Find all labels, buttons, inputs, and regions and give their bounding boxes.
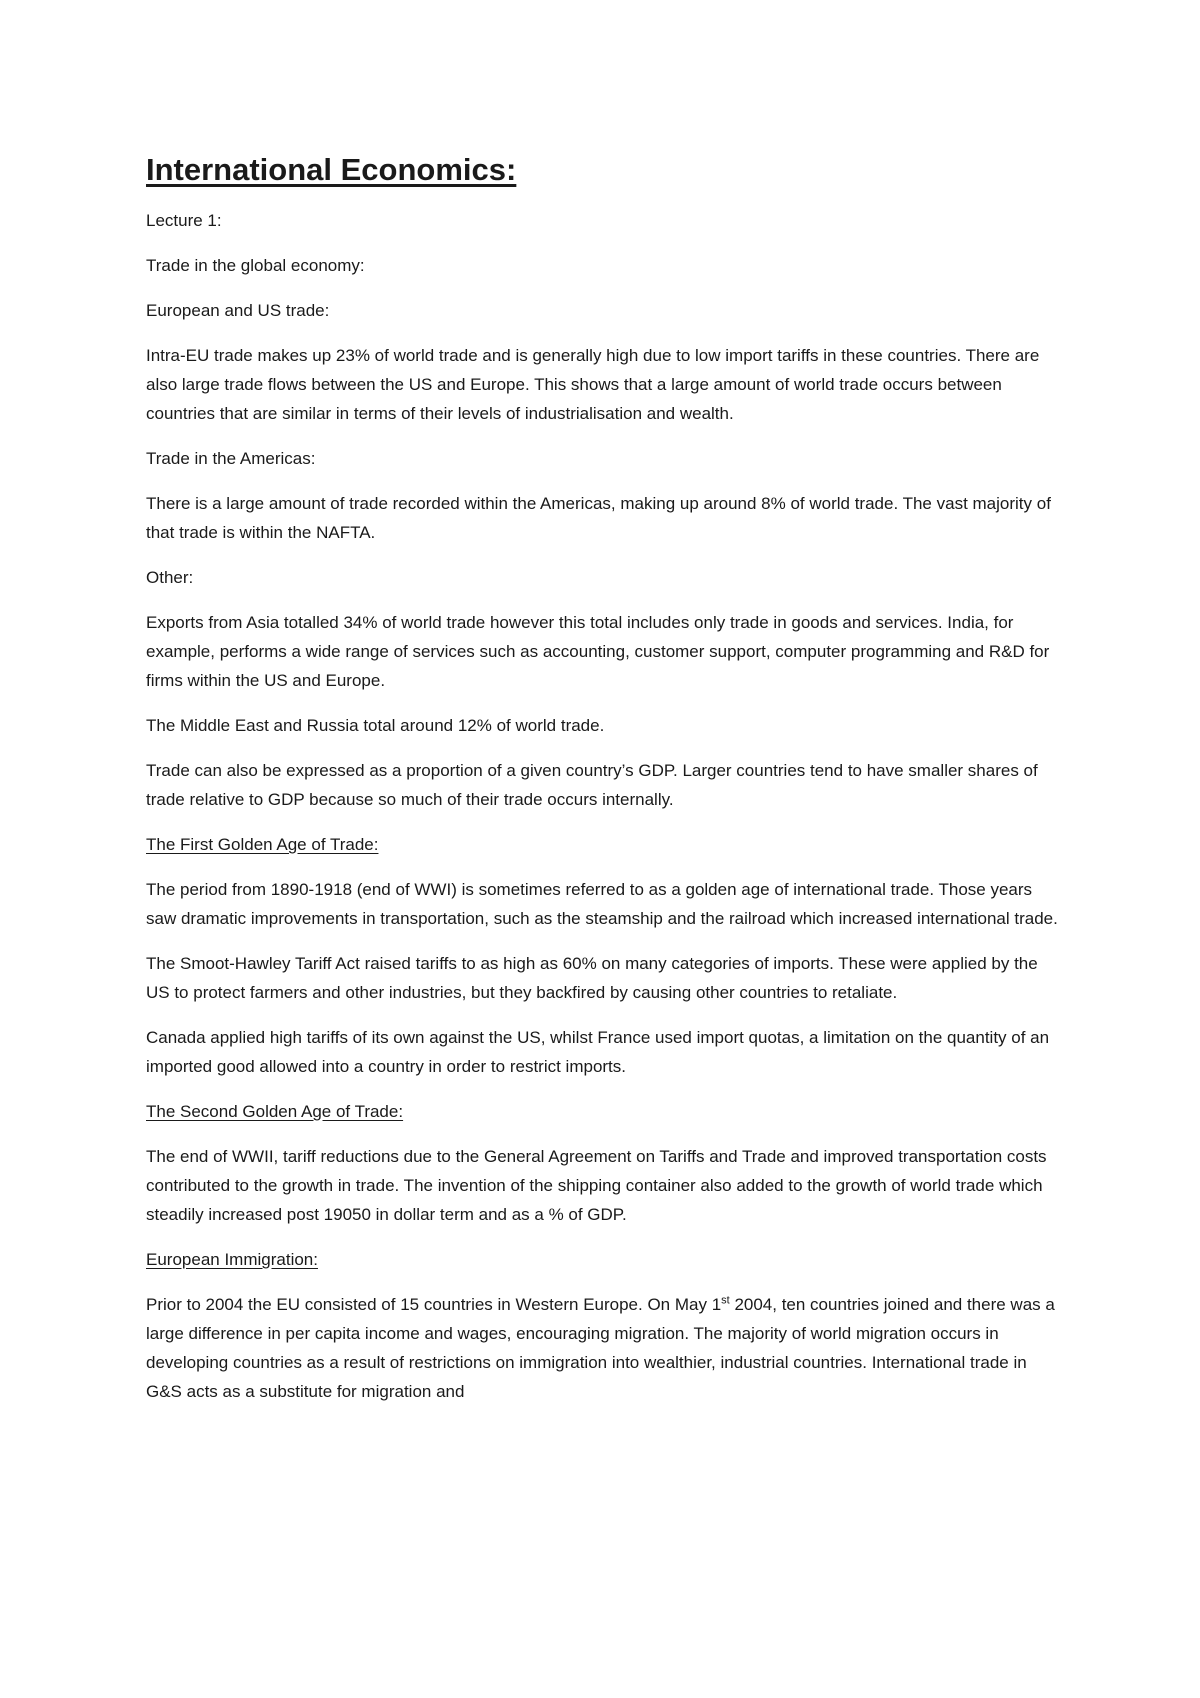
paragraph-first-golden-age: The period from 1890-1918 (end of WWI) is sometimes referred to as a golden age of international trade. Those years saw dramatic improvements in transportation, such as the steamship and the railroad which increased international trade. xyxy=(146,880,1058,928)
document-title: International Economics: xyxy=(146,152,517,187)
section-heading-trade-global: Trade in the global economy: xyxy=(146,256,365,275)
paragraph-immigration xyxy=(146,1290,1066,1406)
paragraph-gdp: Trade can also be expressed as a proportion of a given country’s GDP. Larger countries tend to have smaller shares of trade relative to GDP because so much of their trade occurs internally. xyxy=(146,761,1038,809)
ordinal-suffix: st xyxy=(721,1294,730,1307)
subheading-european-us-trade: European and US trade: xyxy=(146,301,330,320)
document-page xyxy=(146,150,1066,1422)
paragraph-intra-eu: Intra-EU trade makes up 23% of world trade and is generally high due to low import tariffs in these countries. There are also large trade flows between the US and Europe. This shows that a large amount of world trade occurs between countries that are similar in terms of their levels of industrialisation and wealth. xyxy=(146,346,1040,423)
heading-second-golden-age: The Second Golden Age of Trade: xyxy=(146,1102,404,1121)
paragraph-second-golden-age: The end of WWII, tariff reductions due to the General Agreement on Tariffs and Trade and improved transportation costs contributed to the growth in trade. The invention of the shipping container also added to the growth of world trade which steadily increased post 19050 in dollar term and as a % of GDP. xyxy=(146,1147,1047,1224)
subheading-other: Other: xyxy=(146,568,194,587)
subheading-americas: Trade in the Americas: xyxy=(146,449,316,468)
paragraph-immigration-part-1: Prior to 2004 the EU consisted of 15 countries in Western Europe. On May 1 xyxy=(146,1295,722,1314)
paragraph-americas: There is a large amount of trade recorded within the Americas, making up around 8% of world trade. The vast majority of that trade is within the NAFTA. xyxy=(146,494,1051,542)
paragraph-asia: Exports from Asia totalled 34% of world trade however this total includes only trade in goods and services. India, for example, performs a wide range of services such as accounting, customer support, computer programming and R&D for firms within the US and Europe. xyxy=(146,613,1050,690)
paragraph-middle-east: The Middle East and Russia total around 12% of world trade. xyxy=(146,716,605,735)
paragraph-canada: Canada applied high tariffs of its own against the US, whilst France used import quotas, a limitation on the quantity of an imported good allowed into a country in order to restrict imports. xyxy=(146,1028,1050,1076)
paragraph-smoot-hawley: The Smoot-Hawley Tariff Act raised tariffs to as high as 60% on many categories of imports. These were applied by the US to protect farmers and other industries, but they backfired by causing other countries to retaliate. xyxy=(146,954,1038,1002)
paragraph-immigration-part-2: 2004, ten countries joined and there was a large difference in per capita income and wages, encouraging migration. The majority of world migration occurs in developing countries as a result of restrictions on immigration into wealthier, industrial countries. International trade in G&S acts as a substitute for migration and xyxy=(146,1295,1055,1401)
heading-european-immigration: European Immigration: xyxy=(146,1250,318,1269)
lecture-label: Lecture 1: xyxy=(146,211,222,230)
heading-first-golden-age: The First Golden Age of Trade: xyxy=(146,835,379,854)
